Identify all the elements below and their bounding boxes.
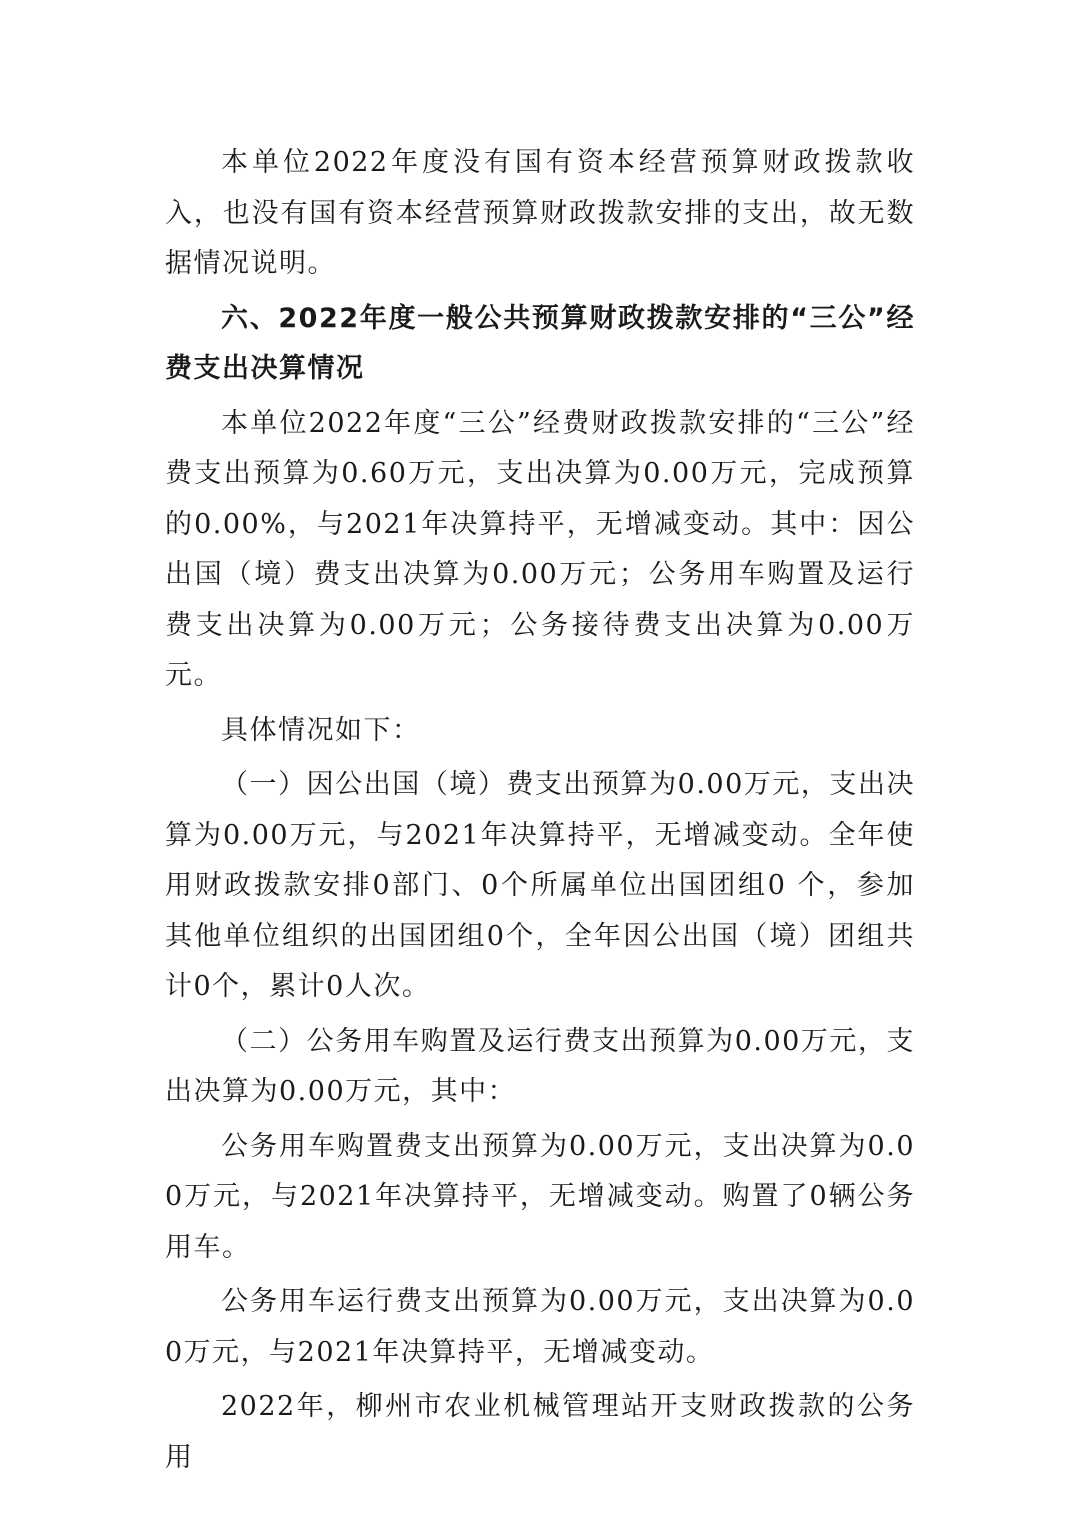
- paragraph-overseas-travel: （一）因公出国（境）费支出预算为0.00万元，支出决算为0.00万元，与2021年决算持平，无增减变动。全年使用财政拨款安排0部门、0个所属单位出国团组0 个，参加其他单位组织的出国团组0个，全年因公出国（境）团组共计0个，累计0人次。: [165, 769, 915, 1002]
- document-body: [165, 138, 915, 1487]
- section-heading-three-public-expenses: 六、2022年度一般公共预算财政拨款安排的“三公”经费支出决算情况: [165, 302, 915, 384]
- paragraph-vehicle-operation: 公务用车运行费支出预算为0.00万元，支出决算为0.00万元，与2021年决算持平，无增减变动。: [165, 1286, 915, 1368]
- paragraph-vehicle-purchase: 公务用车购置费支出预算为0.00万元，支出决算为0.00万元，与2021年决算持平，无增减变动。购置了0辆公务用车。: [165, 1130, 915, 1263]
- paragraph-no-state-capital-budget: 本单位2022年度没有国有资本经营预算财政拨款收入，也没有国有资本经营预算财政拨款安排的支出，故无数据情况说明。: [165, 147, 915, 279]
- paragraph-details-intro: 具体情况如下：: [221, 714, 421, 746]
- paragraph-three-public-summary: 本单位2022年度“三公”经费财政拨款安排的“三公”经费支出预算为0.60万元，支出决算为0.00万元，完成预算的0.00%，与2021年决算持平，无增减变动。其中：因公出国（境）费支出决算为0.00万元；公务用车购置及运行费支出决算为0.00万元；公务接待费支出决算为0.00万元。: [165, 407, 915, 691]
- paragraph-vehicle-total: （二）公务用车购置及运行费支出预算为0.00万元，支出决算为0.00万元，其中：: [165, 1025, 915, 1107]
- paragraph-station-vehicle-expense: 2022年，柳州市农业机械管理站开支财政拨款的公务用: [165, 1391, 915, 1473]
